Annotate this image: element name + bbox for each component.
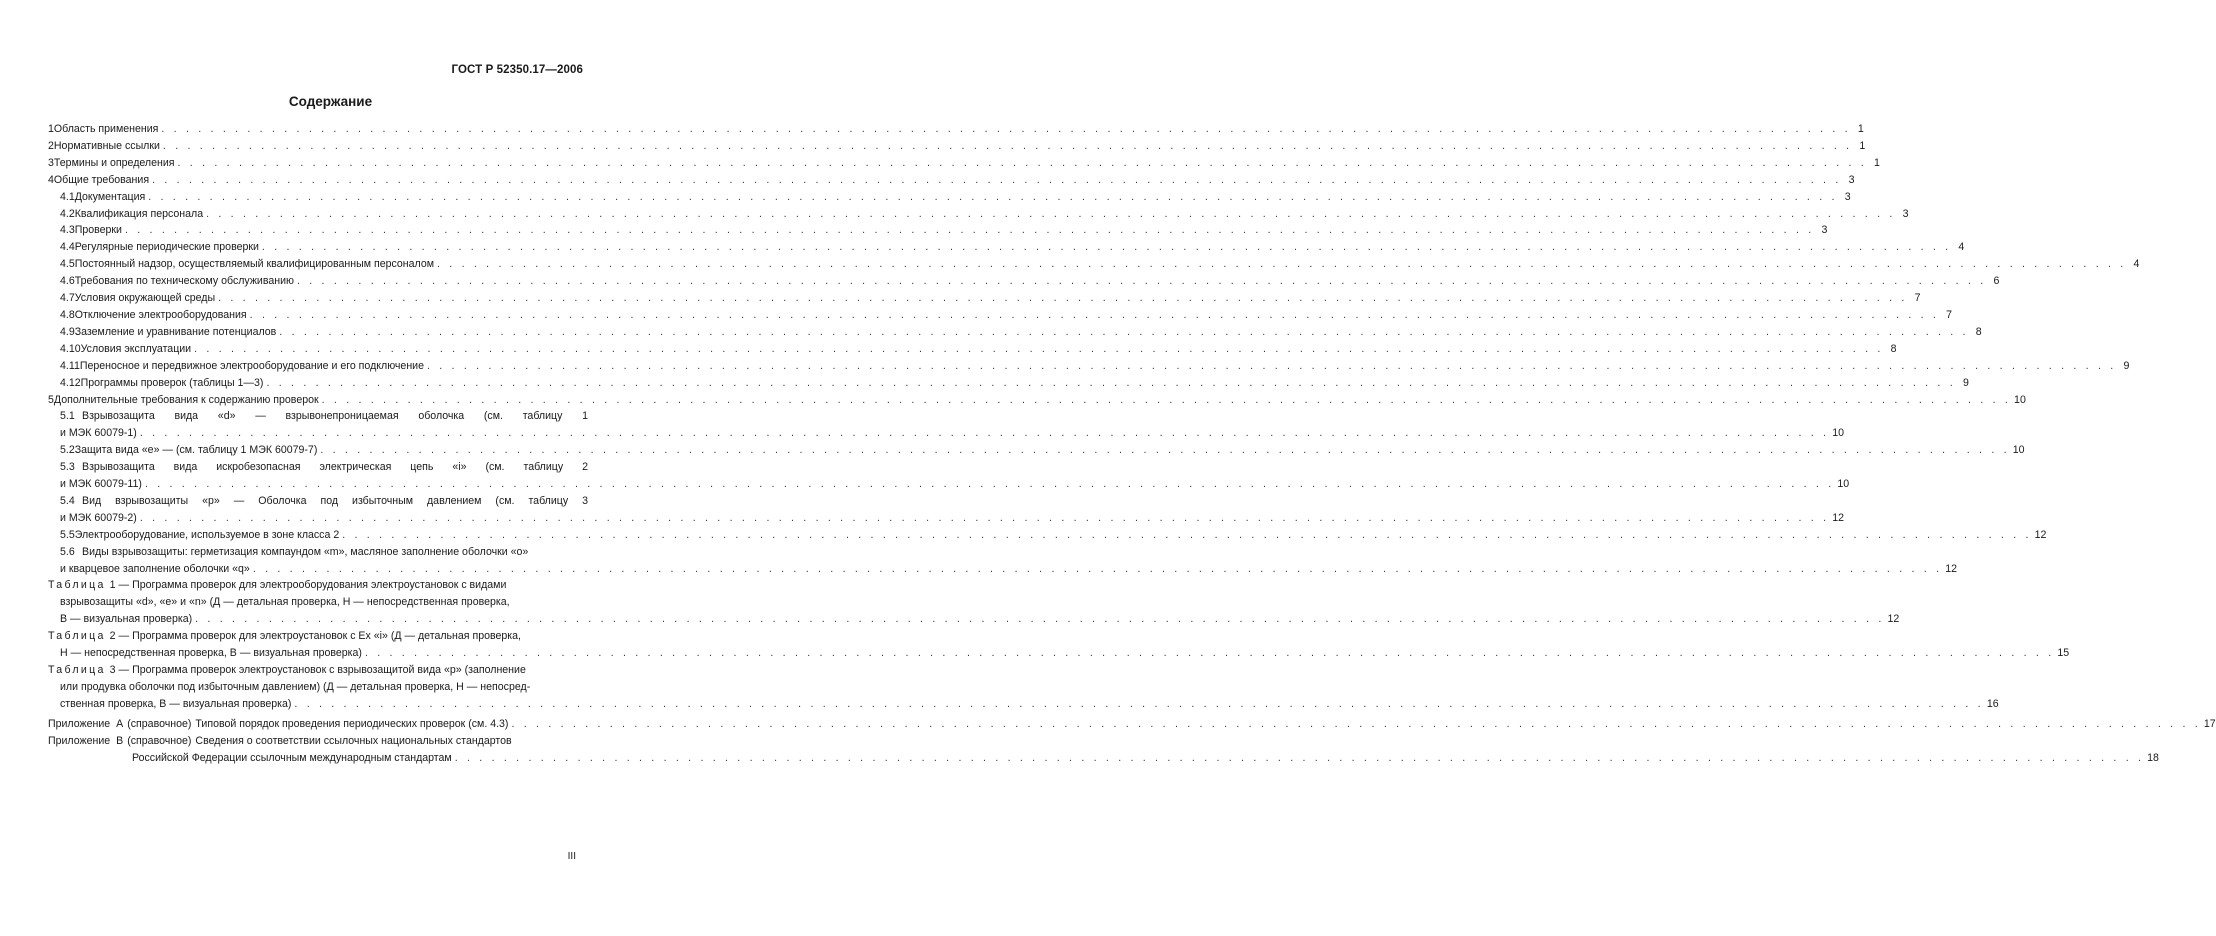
toc-entry[interactable]: [48, 358, 2130, 375]
toc-number: 4: [48, 173, 54, 186]
toc-entry-table[interactable]: [48, 662, 1999, 713]
toc-page: 3: [1848, 173, 1855, 186]
leader-dots: [262, 239, 1951, 256]
toc-number: 5.6: [60, 545, 75, 558]
toc-entry[interactable]: [48, 256, 2140, 273]
leader-dots: [195, 611, 1884, 628]
toc-entry[interactable]: [48, 527, 2047, 544]
toc-title-continued: Российской Федерации ссылочным международным стандартам: [132, 751, 452, 764]
leader-dots: [163, 138, 1852, 155]
leader-dots: [218, 290, 1907, 307]
appendix-letter: В: [116, 734, 124, 747]
toc-entry[interactable]: [48, 121, 1864, 138]
document-id: ГОСТ Р 52350.17—2006: [451, 64, 583, 76]
toc-title: Взрывозащита вида «d» — взрывонепроницаемая оболочка (см. таблицу 1: [82, 410, 588, 423]
leader-dots: [342, 527, 2031, 544]
toc-entry[interactable]: [48, 239, 1965, 256]
toc-page: 9: [2123, 359, 2130, 372]
toc-title: Электрооборудование, используемое в зоне класса 2: [74, 528, 340, 541]
toc-entry-appendix[interactable]: [48, 733, 2159, 767]
toc-page: 12: [2034, 528, 2047, 541]
toc-entry[interactable]: [48, 459, 1850, 493]
leader-dots: [365, 645, 2054, 662]
toc-title: Взрывозащита вида искробезопасная электрическая цепь «i» (см. таблицу 2: [82, 461, 588, 474]
toc-entry[interactable]: [48, 290, 1921, 307]
toc-title: Требования по техническому обслуживанию: [74, 275, 294, 288]
toc-title-continued: В — визуальная проверка): [60, 613, 193, 626]
toc-number: 5.2: [60, 444, 75, 457]
toc-title: Отключение электрооборудования: [74, 308, 247, 321]
toc-page: 3: [1902, 207, 1909, 220]
toc-title-continued: и МЭК 60079-1): [60, 427, 137, 440]
leader-dots: [161, 121, 1850, 138]
leader-dots: [511, 716, 2200, 733]
toc-title-continued: взрывозащиты «d», «е» и «n» (Д — детальная проверка, Н — непосредственная проверка,: [60, 596, 510, 609]
toc-page: 4: [2133, 258, 2140, 271]
toc-title-continued: и кварцевое заполнение оболочки «q»: [60, 562, 250, 575]
toc-number: 4.2: [60, 207, 75, 220]
toc-title: Дополнительные требования к содержанию проверок: [53, 393, 319, 406]
toc-number: 4.5: [60, 258, 75, 271]
toc-title-continued: Н — непосредственная проверка, В — визуальная проверка): [60, 647, 362, 660]
toc-number: 5.4: [60, 494, 75, 507]
toc-page: 17: [2203, 717, 2216, 730]
toc-page: 12: [1832, 511, 1845, 524]
toc-entry[interactable]: [48, 172, 1855, 189]
toc-title-continued: ственная проверка, В — визуальная проверка): [60, 697, 292, 710]
toc-title-continued: или продувка оболочки под избыточным давлением) (Д — детальная проверка, Н — непосред-: [60, 680, 531, 693]
leader-dots: [178, 155, 1867, 172]
leader-dots: [253, 561, 1942, 578]
toc-title: — Программа проверок электроустановок с взрывозащитой вида «р» (заполнение: [118, 664, 526, 676]
toc-title: — Программа проверок для электрооборудования электроустановок с видами: [118, 579, 507, 592]
toc-number: 4.10: [60, 342, 81, 355]
leader-dots: [297, 273, 1986, 290]
toc-entry[interactable]: [48, 341, 1897, 358]
toc-title: Типовой порядок проведения периодических проверок (см. 4.3): [195, 717, 509, 730]
toc-page: 6: [1993, 275, 2000, 288]
toc-number: 3: [48, 156, 54, 169]
leader-dots: [206, 206, 1895, 223]
toc-title: Защита вида «е» — (см. таблицу 1 МЭК 60079-7): [74, 444, 318, 457]
toc-page: 10: [2014, 393, 2026, 406]
table-label: Таблица: [48, 630, 106, 643]
toc-entry-appendix[interactable]: [48, 716, 2216, 733]
toc-page: 15: [2057, 647, 2070, 660]
toc-page: 3: [1821, 224, 1828, 237]
toc-title: Проверки: [74, 224, 122, 237]
toc-page: 3: [1844, 190, 1851, 203]
leader-dots: [194, 341, 1883, 358]
appendix-label: Приложение: [48, 734, 111, 747]
toc-entry[interactable]: [48, 493, 1845, 527]
leader-dots: [152, 172, 1841, 189]
toc-number: 4.12: [60, 376, 81, 389]
page-title: Содержание: [288, 94, 373, 109]
toc-title: Условия окружающей среды: [74, 292, 216, 305]
toc-number: 5.1: [60, 410, 75, 423]
toc-number: 4.4: [60, 241, 75, 254]
toc-entry[interactable]: [48, 222, 1828, 239]
leader-dots: [145, 476, 1834, 493]
toc-page: 18: [2147, 751, 2159, 764]
toc-number: 5.5: [60, 528, 75, 541]
appendix-kind: (справочное): [127, 717, 192, 730]
toc-entry[interactable]: [48, 273, 2000, 290]
toc-page: 7: [1914, 292, 1921, 305]
toc-page: 8: [1890, 342, 1897, 355]
toc-number: 1: [48, 123, 54, 135]
table-number: 1: [109, 579, 116, 592]
leader-dots: [437, 256, 2126, 273]
toc-entry[interactable]: [48, 155, 1880, 172]
toc-entry[interactable]: [48, 206, 1909, 223]
toc-entry[interactable]: [48, 408, 1845, 442]
leader-dots: [250, 307, 1939, 324]
toc-page: 10: [1832, 427, 1845, 440]
toc-title: Постоянный надзор, осуществляемый квалифицированным персоналом: [74, 258, 435, 271]
appendix-letter: А: [116, 717, 124, 730]
toc-title: Нормативные ссылки: [53, 139, 160, 152]
toc-title: Документация: [74, 190, 146, 203]
toc-title: Переносное и передвижное электрооборудование и его подключение: [79, 359, 424, 372]
page-number: III: [567, 851, 576, 862]
leader-dots: [322, 392, 2011, 409]
toc-title: Условия эксплуатации: [80, 342, 192, 355]
toc-entry-table[interactable]: [48, 628, 2070, 662]
toc-title: Программы проверок (таблицы 1—3): [80, 376, 264, 389]
toc-page: 16: [1986, 697, 1999, 710]
toc-title-continued: и МЭК 60079-11): [60, 478, 142, 491]
table-number: 3: [109, 664, 116, 676]
toc-title: Общие требования: [53, 173, 150, 186]
appendix-kind: (справочное): [127, 734, 192, 747]
toc-entry[interactable]: [48, 189, 1851, 206]
toc-entry[interactable]: [48, 375, 1969, 392]
toc-page: 1: [1874, 156, 1880, 169]
leader-dots: [279, 324, 1968, 341]
toc-number: 4.3: [60, 224, 75, 237]
toc-number: 5.3: [60, 461, 75, 474]
toc-title: Термины и определения: [53, 156, 175, 169]
leader-dots: [294, 696, 1983, 713]
toc-number: 4.7: [60, 292, 75, 305]
toc-title: Сведения о соответствии ссылочных национальных стандартов: [195, 734, 512, 747]
toc-entry[interactable]: [48, 544, 1958, 578]
toc-number: 4.11: [60, 359, 80, 372]
toc-number: 4.9: [60, 325, 75, 338]
toc-title: Область применения: [53, 123, 159, 135]
toc-page: 8: [1975, 325, 1982, 338]
toc-page: 4: [1958, 241, 1965, 254]
toc-number: 4.8: [60, 308, 75, 321]
leader-dots: [125, 222, 1814, 239]
table-label: Таблица: [48, 664, 106, 676]
toc-number: 4.1: [60, 190, 75, 203]
toc-entry[interactable]: [48, 442, 2025, 459]
toc-entry[interactable]: [48, 324, 1982, 341]
table-of-contents: [48, 121, 2216, 766]
toc-title: Квалификация персонала: [74, 207, 204, 220]
appendix-label: Приложение: [48, 717, 111, 730]
toc-entry[interactable]: [48, 392, 2026, 409]
toc-entry-table[interactable]: [48, 577, 1900, 628]
toc-title-continued: и МЭК 60079-2): [60, 511, 137, 524]
toc-number: 2: [48, 139, 54, 152]
toc-page: 1: [1859, 139, 1866, 152]
leader-dots: [148, 189, 1837, 206]
toc-number: 5: [48, 393, 54, 406]
toc-entry[interactable]: [48, 307, 1953, 324]
leader-dots: [455, 750, 2144, 767]
toc-page: 1: [1857, 123, 1864, 135]
toc-number: 4.6: [60, 275, 75, 288]
toc-page: 12: [1945, 562, 1958, 575]
toc-title: Заземление и уравнивание потенциалов: [74, 325, 277, 338]
toc-entry[interactable]: [48, 138, 1866, 155]
toc-page: 10: [2012, 444, 2025, 457]
leader-dots: [266, 375, 1955, 392]
toc-page: 7: [1946, 308, 1953, 321]
leader-dots: [140, 425, 1829, 442]
table-number: 2: [109, 630, 116, 643]
leader-dots: [427, 358, 2116, 375]
toc-title: — Программа проверок для электроустановок с Ex «i» (Д — детальная проверка,: [118, 630, 521, 643]
toc-title: Виды взрывозащиты: герметизация компаундом «m», масляное заполнение оболочки «о»: [82, 545, 529, 558]
table-label: Таблица: [48, 579, 106, 592]
leader-dots: [320, 442, 2009, 459]
toc-page: 10: [1837, 478, 1850, 491]
toc-title: Регулярные периодические проверки: [74, 241, 259, 254]
toc-page: 9: [1962, 376, 1969, 389]
toc-page: 12: [1887, 613, 1900, 626]
leader-dots: [140, 510, 1829, 527]
toc-title: Вид взрывозащиты «р» — Оболочка под избыточным давлением (см. таблицу 3: [82, 494, 588, 507]
